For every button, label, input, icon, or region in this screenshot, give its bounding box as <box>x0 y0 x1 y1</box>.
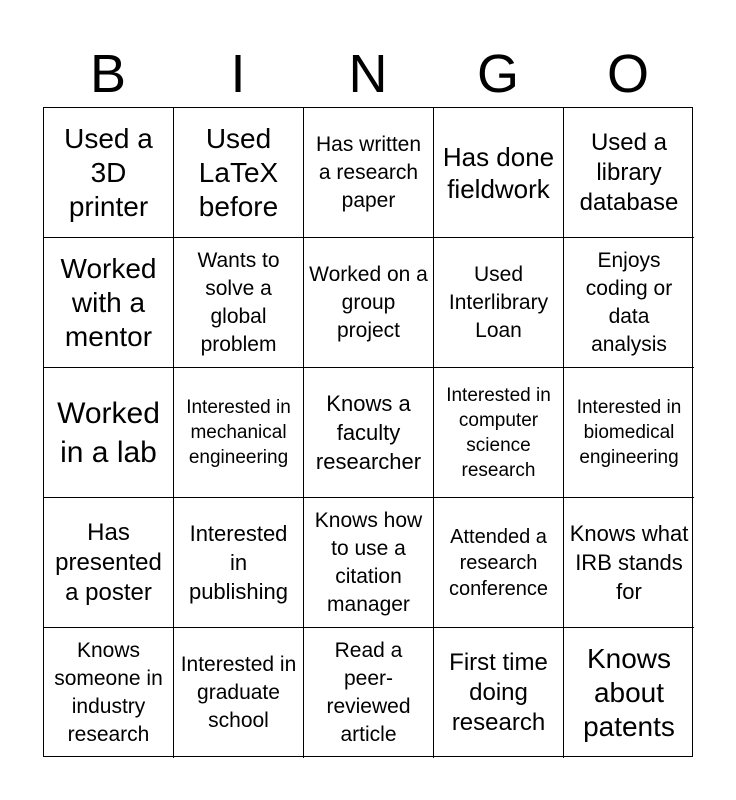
bingo-cell[interactable] <box>174 108 304 238</box>
bingo-cell[interactable] <box>174 368 304 498</box>
cell-text: Interested in mechanical engineering <box>186 397 291 468</box>
bingo-board <box>43 107 693 757</box>
bingo-cell[interactable] <box>434 108 564 238</box>
cell-text: Enjoys coding or data analysis <box>585 248 673 356</box>
cell-text: Used Interlibrary Loan <box>448 262 549 342</box>
cell-text: First time doing research <box>449 649 548 736</box>
cell-text: Knows what IRB stands for <box>569 521 689 604</box>
cell-text: Knows how to use a citation manager <box>314 508 423 616</box>
cell-text: Used LaTeX before <box>198 122 279 222</box>
header-letter-b: B <box>89 44 127 104</box>
cell-text: Has presented a poster <box>55 518 162 606</box>
header-letter-n: N <box>348 44 388 104</box>
bingo-cell[interactable] <box>564 108 694 238</box>
header-letter-o: O <box>606 44 649 104</box>
bingo-cell[interactable] <box>434 368 564 498</box>
bingo-cell[interactable] <box>434 498 564 628</box>
bingo-cell[interactable] <box>44 368 174 498</box>
cell-text: Used a 3D printer <box>64 122 153 222</box>
cell-text: Attended a research conference <box>449 525 548 600</box>
cell-text: Knows a faculty researcher <box>315 391 422 474</box>
bingo-cell[interactable] <box>304 628 434 758</box>
bingo-cell[interactable] <box>174 238 304 368</box>
cell-text: Worked in a lab <box>57 396 160 469</box>
cell-text: Worked on a group project <box>309 262 428 342</box>
bingo-cell[interactable] <box>44 108 174 238</box>
bingo-cell[interactable] <box>44 238 174 368</box>
bingo-cell[interactable] <box>304 108 434 238</box>
cell-text: Interested in graduate school <box>180 653 297 732</box>
bingo-cell[interactable] <box>434 628 564 758</box>
bingo-cell[interactable] <box>174 498 304 628</box>
cell-text: Worked with a mentor <box>60 252 157 352</box>
bingo-cell[interactable] <box>564 238 694 368</box>
bingo-cell[interactable] <box>304 498 434 628</box>
cell-text: Wants to solve a global problem <box>197 248 280 356</box>
bingo-cell[interactable] <box>174 628 304 758</box>
bingo-cell[interactable] <box>434 238 564 368</box>
bingo-cell[interactable] <box>304 368 434 498</box>
cell-text: Has done fieldwork <box>442 141 555 204</box>
bingo-cell[interactable] <box>44 628 174 758</box>
bingo-cell[interactable] <box>564 498 694 628</box>
cell-text: Has written a research paper <box>315 132 422 212</box>
cell-text: Interested in publishing <box>188 521 289 604</box>
bingo-cell[interactable] <box>564 368 694 498</box>
cell-text: Read a peer-reviewed article <box>326 639 411 746</box>
bingo-cell[interactable] <box>564 628 694 758</box>
cell-text: Knows someone in industry research <box>54 639 163 746</box>
bingo-cell[interactable] <box>304 238 434 368</box>
header-letter-i: I <box>230 44 246 104</box>
header-letter-g: G <box>476 44 519 104</box>
cell-text: Interested in computer science research <box>446 384 551 481</box>
cell-text: Knows about patents <box>583 643 675 742</box>
cell-text: Used a library database <box>579 128 679 216</box>
bingo-cell[interactable] <box>44 498 174 628</box>
bingo-header <box>43 44 693 104</box>
cell-text: Interested in biomedical engineering <box>576 397 682 468</box>
